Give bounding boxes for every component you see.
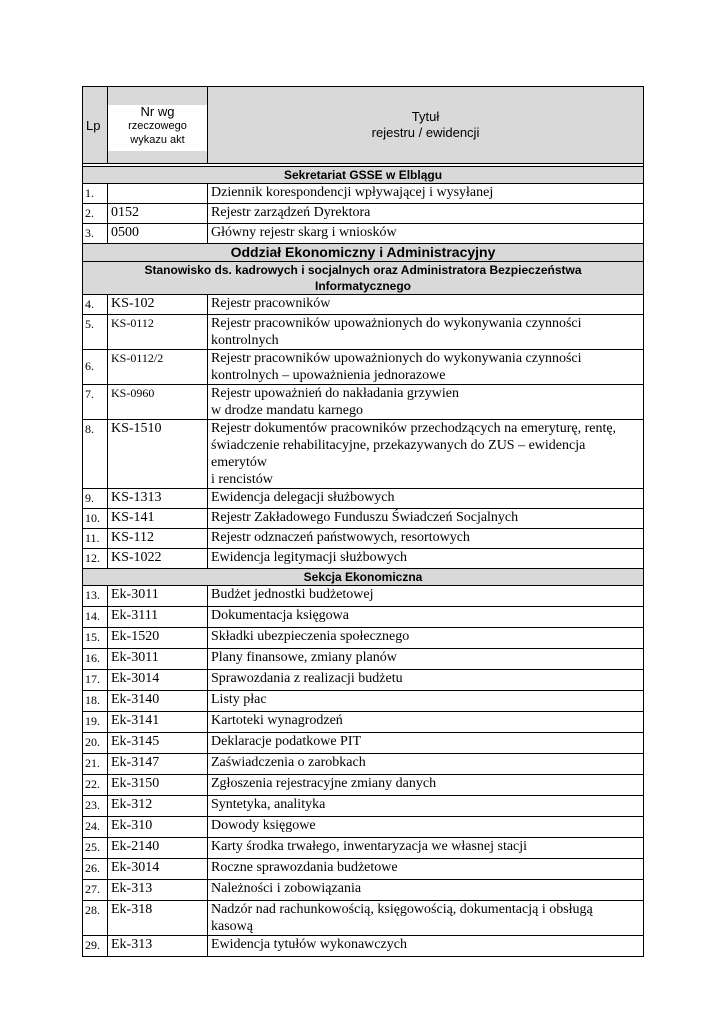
row-title: Rejestr zarządzeń Dyrektora [208, 204, 644, 224]
table-row [83, 859, 644, 880]
header-nr-title: Nr wg [140, 104, 175, 119]
row-title-line: i rencistów [211, 472, 273, 487]
table-header-row [83, 87, 644, 164]
row-title: Składki ubezpieczenia społecznego [208, 628, 644, 649]
row-nr: Ek-313 [108, 880, 208, 901]
row-nr: Ek-312 [108, 796, 208, 817]
row-title-line: Rejestr pracowników upoważnionych do wykonywania czynności [211, 351, 582, 366]
row-title: Zgłoszenia rejestracyjne zmiany danych [208, 775, 644, 796]
table-row [83, 628, 644, 649]
row-title: Listy płac [208, 691, 644, 712]
table-row [83, 880, 644, 901]
row-title-line: Rejestr dokumentów pracowników przechodzących na emeryturę, rentę, [211, 421, 617, 436]
row-title [208, 350, 644, 385]
row-lp: 19. [83, 712, 108, 733]
row-lp: 17. [83, 670, 108, 691]
table-row [83, 670, 644, 691]
row-nr: Ek-3147 [108, 754, 208, 775]
row-title-line: w drodze mandatu karnego [211, 403, 363, 418]
table-row [83, 224, 644, 244]
row-title: Roczne sprawozdania budżetowe [208, 859, 644, 880]
section-stanowisko [83, 262, 644, 295]
table-row [83, 936, 644, 957]
table-row [83, 901, 644, 936]
row-lp: 6. [83, 350, 108, 385]
table-row [83, 315, 644, 350]
row-nr: KS-1510 [108, 420, 208, 489]
row-lp: 13. [83, 586, 108, 607]
row-nr: KS-0960 [108, 385, 208, 420]
row-title-line: emerytów [211, 455, 267, 470]
row-lp: 23. [83, 796, 108, 817]
row-title: Plany finansowe, zmiany planów [208, 649, 644, 670]
table-row [83, 529, 644, 549]
row-title [208, 385, 644, 420]
row-lp: 20. [83, 733, 108, 754]
row-lp: 10. [83, 509, 108, 529]
row-lp: 21. [83, 754, 108, 775]
section-title-line2: Informatycznego [314, 279, 411, 293]
row-title [208, 315, 644, 350]
header-title-line2: rejestru / ewidencji [371, 125, 480, 140]
row-lp: 26. [83, 859, 108, 880]
header-lp: Lp [83, 87, 108, 164]
row-lp: 11. [83, 529, 108, 549]
table-row [83, 549, 644, 569]
row-lp: 29. [83, 936, 108, 957]
row-nr: KS-1022 [108, 549, 208, 569]
row-title: Główny rejestr skarg i wniosków [208, 224, 644, 244]
header-title [208, 87, 644, 164]
row-nr: Ek-3150 [108, 775, 208, 796]
row-title-line: Nadzór nad rachunkowością, księgowością, dokumentacją i obsługą [211, 902, 593, 917]
row-title-line: kontrolnych [211, 333, 279, 348]
table-row [83, 817, 644, 838]
row-nr: Ek-1520 [108, 628, 208, 649]
row-title: Sprawozdania z realizacji budżetu [208, 670, 644, 691]
row-title: Ewidencja tytułów wykonawczych [208, 936, 644, 957]
row-nr: 0500 [108, 224, 208, 244]
register-document [82, 86, 643, 957]
section-sekcja [83, 569, 644, 586]
row-lp: 12. [83, 549, 108, 569]
section-oddzial [83, 244, 644, 262]
table-row [83, 420, 644, 489]
table-row [83, 691, 644, 712]
row-title: Karty środka trwałego, inwentaryzacja we własnej stacji [208, 838, 644, 859]
row-nr: KS-112 [108, 529, 208, 549]
row-title: Należności i zobowiązania [208, 880, 644, 901]
table-row [83, 295, 644, 315]
table-row [83, 385, 644, 420]
table-row [83, 754, 644, 775]
row-title-line: świadczenie rehabilitacyjne, przekazywanych do ZUS – ewidencja [211, 438, 586, 453]
row-title: Ewidencja delegacji służbowych [208, 489, 644, 509]
row-lp: 7. [83, 385, 108, 420]
row-nr: KS-1313 [108, 489, 208, 509]
section-title [83, 262, 644, 295]
row-lp: 24. [83, 817, 108, 838]
table-row [83, 350, 644, 385]
row-title: Dziennik korespondencji wpływającej i wysyłanej [208, 184, 644, 204]
table-row [83, 733, 644, 754]
row-title: Deklaracje podatkowe PIT [208, 733, 644, 754]
row-nr [108, 184, 208, 204]
row-lp: 2. [83, 204, 108, 224]
row-title-line: kontrolnych – upoważnienia jednorazowe [211, 368, 446, 383]
row-nr: Ek-3014 [108, 670, 208, 691]
row-title [208, 901, 644, 936]
table-row [83, 509, 644, 529]
row-nr: Ek-3011 [108, 586, 208, 607]
row-nr: Ek-313 [108, 936, 208, 957]
row-lp: 16. [83, 649, 108, 670]
row-title-line: Rejestr upoważnień do nakładania grzywien [211, 386, 460, 401]
header-nr-sub2: wykazu akt [130, 134, 185, 146]
row-nr: KS-102 [108, 295, 208, 315]
row-nr: Ek-3111 [108, 607, 208, 628]
row-title: Ewidencja legitymacji służbowych [208, 549, 644, 569]
row-nr: KS-0112 [108, 315, 208, 350]
table-row [83, 838, 644, 859]
section-title: Oddział Ekonomiczny i Administracyjny [83, 244, 644, 262]
row-nr: Ek-310 [108, 817, 208, 838]
row-nr: KS-141 [108, 509, 208, 529]
row-lp: 15. [83, 628, 108, 649]
row-lp: 8. [83, 420, 108, 489]
row-nr: Ek-3014 [108, 859, 208, 880]
table-row [83, 649, 644, 670]
table-row [83, 796, 644, 817]
row-nr: KS-0112/2 [108, 350, 208, 385]
section-sekretariat [83, 167, 644, 184]
row-nr: Ek-3141 [108, 712, 208, 733]
row-nr: Ek-3145 [108, 733, 208, 754]
row-title: Dowody księgowe [208, 817, 644, 838]
section-title: Sekcja Ekonomiczna [83, 569, 644, 586]
row-title: Dokumentacja księgowa [208, 607, 644, 628]
row-title: Kartoteki wynagrodzeń [208, 712, 644, 733]
row-title-line: Rejestr pracowników upoważnionych do wykonywania czynności [211, 316, 582, 331]
header-nr-sub1: rzeczowego [128, 120, 187, 132]
table-row [83, 586, 644, 607]
row-lp: 9. [83, 489, 108, 509]
row-title [208, 420, 644, 489]
row-lp: 25. [83, 838, 108, 859]
row-nr: 0152 [108, 204, 208, 224]
section-title-line1: Stanowisko ds. kadrowych i socjalnych oraz Administratora Bezpieczeństwa [144, 263, 582, 277]
row-lp: 5. [83, 315, 108, 350]
header-nr [108, 87, 208, 164]
row-nr: Ek-2140 [108, 838, 208, 859]
row-lp: 1. [83, 184, 108, 204]
row-lp: 14. [83, 607, 108, 628]
row-lp: 28. [83, 901, 108, 936]
row-nr: Ek-318 [108, 901, 208, 936]
row-title: Rejestr odznaczeń państwowych, resortowych [208, 529, 644, 549]
table-row [83, 607, 644, 628]
row-title: Budżet jednostki budżetowej [208, 586, 644, 607]
row-nr: Ek-3140 [108, 691, 208, 712]
row-lp: 3. [83, 224, 108, 244]
row-lp: 22. [83, 775, 108, 796]
table-row [83, 712, 644, 733]
row-lp: 18. [83, 691, 108, 712]
table-row [83, 775, 644, 796]
row-nr: Ek-3011 [108, 649, 208, 670]
row-lp: 27. [83, 880, 108, 901]
row-title: Zaświadczenia o zarobkach [208, 754, 644, 775]
table-row [83, 489, 644, 509]
section-title: Sekretariat GSSE w Elblągu [83, 167, 644, 184]
table-row [83, 204, 644, 224]
row-title: Rejestr Zakładowego Funduszu Świadczeń Socjalnych [208, 509, 644, 529]
row-title: Syntetyka, analityka [208, 796, 644, 817]
register-table [82, 86, 644, 957]
table-row [83, 184, 644, 204]
row-lp: 4. [83, 295, 108, 315]
row-title-line: kasową [211, 919, 253, 934]
header-title-line1: Tytuł [411, 109, 440, 124]
row-title: Rejestr pracowników [208, 295, 644, 315]
